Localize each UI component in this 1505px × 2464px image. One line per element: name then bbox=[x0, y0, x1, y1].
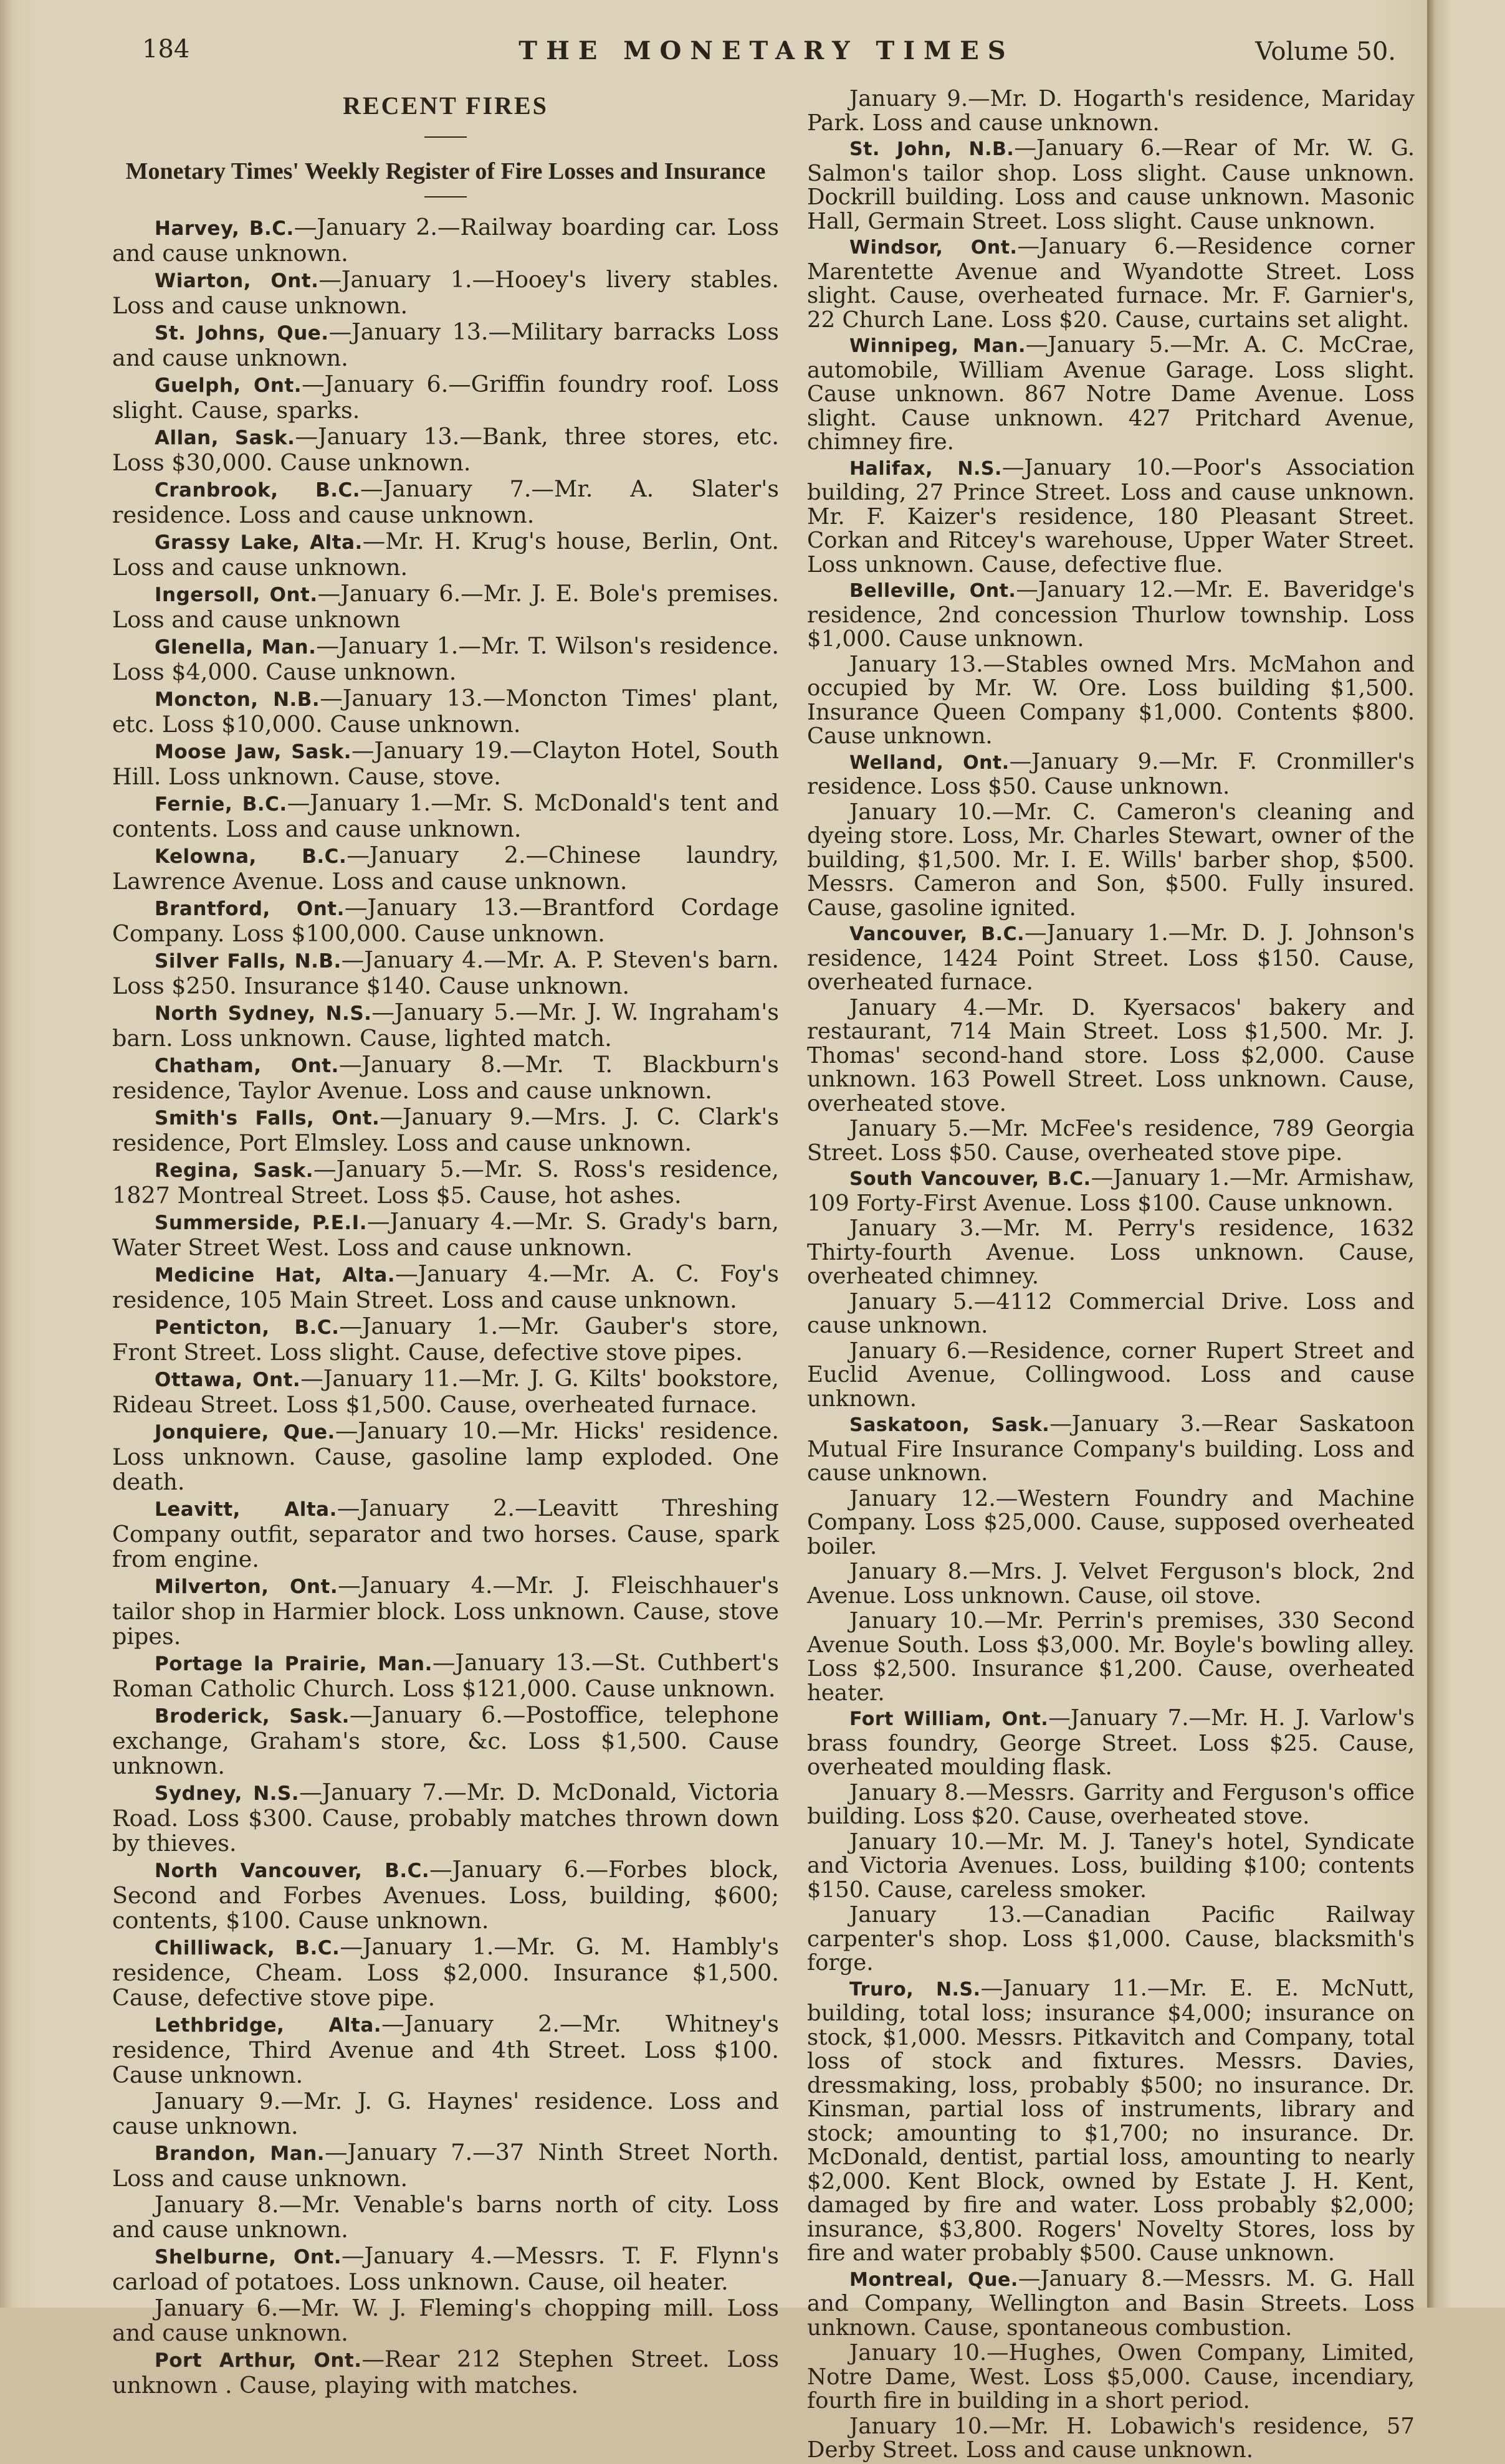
entry-text: —January 6.—Postoffice, telephone exchange, Graham's store, &c. Loss $1,500. Cause unknown. bbox=[112, 1701, 779, 1779]
fire-entry bbox=[807, 996, 1415, 1116]
fire-entry bbox=[112, 791, 779, 842]
entry-place: Fort William, Ont. bbox=[849, 1708, 1049, 1730]
entry-text: January 10.—Mr. C. Cameron's cleaning and dyeing store. Loss, Mr. Charles Stewart, owner of the building, $1,500. Mr. I. E. Wills' barber shop, $500. Messrs. Cameron and Son, $500. Fully insured. Cause, gasoline ignited. bbox=[807, 799, 1415, 921]
entry-text: —January 4.—Mr. A. P. Steven's barn. Loss $250. Insurance $140. Cause unknown. bbox=[112, 946, 779, 999]
entry-text: —January 2.—Mr. Whitney's residence, Third Avenue and 4th Street. Loss $100. Cause unknown. bbox=[112, 2010, 779, 2088]
fire-entry bbox=[112, 1573, 779, 1649]
entry-text: —January 4.—Mr. J. Fleischhauer's tailor shop in Harmier block. Loss unknown. Cause, stove pipes. bbox=[112, 1572, 779, 1650]
entry-text: —January 7.—Mr. D. McDonald, Victoria Road. Loss $300. Cause, probably matches thrown down by thieves. bbox=[112, 1779, 779, 1857]
entry-place: Milverton, Ont. bbox=[155, 1576, 338, 1598]
entry-place: Ottawa, Ont. bbox=[155, 1369, 301, 1391]
fire-entry bbox=[807, 921, 1415, 995]
entry-place: Silver Falls, N.B. bbox=[155, 950, 342, 973]
fire-entry bbox=[112, 1496, 779, 1572]
entry-place: Cranbrook, B.C. bbox=[155, 479, 360, 502]
fire-entry bbox=[807, 136, 1415, 234]
fire-entry bbox=[112, 2012, 779, 2088]
entry-place: Sydney, N.S. bbox=[155, 1782, 300, 1805]
entry-place: Belleville, Ont. bbox=[849, 580, 1016, 602]
entry-place: Summerside, P.E.I. bbox=[155, 1212, 367, 1234]
entry-place: Winnipeg, Man. bbox=[849, 335, 1026, 357]
entry-text: —January 6.—Griffin foundry roof. Loss slight. Cause, sparks. bbox=[112, 371, 779, 424]
fire-entry bbox=[807, 578, 1415, 652]
register-rule bbox=[424, 196, 467, 197]
fire-entry bbox=[112, 1934, 779, 2010]
entry-text: —January 2.—Chinese laundry, Lawrence Avenue. Loss and cause unknown. bbox=[112, 842, 779, 895]
entry-text: —January 5.—Mr. J. W. Ingraham's barn. Loss unknown. Cause, lighted match. bbox=[112, 999, 779, 1052]
title-rule bbox=[424, 136, 467, 138]
volume-label: Volume 50. bbox=[1255, 37, 1396, 66]
entry-text: —January 6.—Mr. J. E. Bole's premises. Loss and cause unknown bbox=[112, 580, 779, 633]
left-column bbox=[112, 87, 779, 2399]
fire-entry bbox=[112, 1157, 779, 1208]
fire-entry bbox=[112, 1703, 779, 1779]
fire-entry bbox=[807, 653, 1415, 749]
fire-entry bbox=[807, 801, 1415, 921]
running-header bbox=[137, 32, 1396, 70]
entry-place: Medicine Hat, Alta. bbox=[155, 1264, 396, 1287]
entry-place: South Vancouver, B.C. bbox=[849, 1168, 1091, 1190]
entry-text: —January 8.—Messrs. M. G. Hall and Company, Wellington and Basin Streets. Loss unknown. Cause, spontaneous combustion. bbox=[807, 2265, 1415, 2341]
entry-text: —January 10.—Mr. Hicks' residence. Loss unknown. Cause, gasoline lamp exploded. One death. bbox=[112, 1417, 780, 1495]
entry-place: Kelowna, B.C. bbox=[155, 845, 347, 868]
entry-place: Portage la Prairie, Man. bbox=[155, 1653, 432, 1675]
entry-text: —January 6.—Rear of Mr. W. G. Salmon's tailor shop. Loss slight. Cause unknown. Dockrill building. Loss and cause unknown. Masonic Hall, Germain Street. Loss slight. Cause unknown. bbox=[807, 135, 1415, 234]
entry-place: Grassy Lake, Alta. bbox=[155, 531, 363, 554]
entry-text: January 4.—Mr. D. Kyersacos' bakery and restaurant, 714 Main Street. Loss $1,500. Mr. J. Thomas' second-hand store. Loss $2,000. Cause unknown. 163 Powell Street. Loss unknown. Cause, overheated stove. bbox=[807, 994, 1415, 1116]
fire-entry bbox=[112, 267, 779, 318]
fire-entry bbox=[807, 1290, 1415, 1338]
entry-text: —January 1.—Mr. S. McDonald's tent and contents. Loss and cause unknown. bbox=[112, 789, 779, 842]
entry-text: January 12.—Western Foundry and Machine Company. Loss $25,000. Cause, supposed overheated boiler. bbox=[807, 1485, 1415, 1559]
fire-entry bbox=[807, 1830, 1415, 1903]
fire-entry bbox=[112, 948, 779, 999]
fire-entry bbox=[112, 1052, 779, 1103]
fire-entry bbox=[112, 843, 779, 894]
entry-place: Brandon, Man. bbox=[155, 2143, 325, 2165]
entry-text: —January 12.—Mr. E. Baveridge's residence, 2nd concession Thurlow township. Loss $1,000. Cause unknown. bbox=[807, 577, 1415, 652]
fire-entry bbox=[112, 2192, 779, 2242]
fire-entry bbox=[807, 1487, 1415, 1559]
fire-entry bbox=[807, 235, 1415, 332]
entry-text: January 5.—Mr. McFee's residence, 789 Georgia Street. Loss $50. Cause, overheated stove pipe. bbox=[807, 1116, 1415, 1166]
entry-text: —January 9.—Mr. F. Cronmiller's residence. Loss $50. Cause unknown. bbox=[807, 748, 1415, 799]
page-number: 184 bbox=[142, 35, 190, 64]
entry-text: January 9.—Mr. J. G. Haynes' residence. Loss and cause unknown. bbox=[112, 2088, 779, 2139]
entry-place: Port Arthur, Ont. bbox=[155, 2349, 362, 2372]
fire-entry bbox=[807, 1706, 1415, 1780]
entry-text: —January 9.—Mrs. J. C. Clark's residence, Port Elmsley. Loss and cause unknown. bbox=[112, 1103, 779, 1156]
fire-entry bbox=[112, 1262, 779, 1313]
entry-place: Montreal, Que. bbox=[849, 2268, 1018, 2291]
fire-entry bbox=[807, 1609, 1415, 1705]
fire-entry bbox=[112, 529, 779, 580]
entry-place: Windsor, Ont. bbox=[849, 237, 1018, 259]
publication-title: THE MONETARY TIMES bbox=[518, 36, 1015, 65]
entry-place: Penticton, B.C. bbox=[155, 1316, 340, 1339]
fire-entry bbox=[112, 1419, 779, 1495]
fire-entry bbox=[807, 750, 1415, 799]
fire-entry bbox=[112, 1105, 779, 1156]
entry-place: Halifax, N.S. bbox=[849, 457, 1002, 480]
entry-text: —January 5.—Mr. S. Ross's residence, 1827 Montreal Street. Loss $5. Cause, hot ashes. bbox=[112, 1156, 779, 1209]
entry-text: —January 1.—Mr. T. Wilson's residence. Loss $4,000. Cause unknown. bbox=[112, 632, 779, 685]
entry-place: Chilliwack, B.C. bbox=[155, 1937, 340, 1959]
fire-entry bbox=[112, 2140, 779, 2191]
right-column bbox=[807, 87, 1415, 2464]
entry-place: St. Johns, Que. bbox=[155, 322, 329, 345]
fire-entry bbox=[112, 581, 779, 632]
entry-text: —January 19.—Clayton Hotel, South Hill. Loss unknown. Cause, stove. bbox=[112, 737, 779, 790]
entry-place: Ingersoll, Ont. bbox=[155, 584, 318, 606]
fire-entry bbox=[112, 215, 779, 266]
entry-place: Wiarton, Ont. bbox=[155, 270, 319, 292]
fire-entry bbox=[112, 738, 779, 789]
fire-entry bbox=[807, 1560, 1415, 1608]
entry-text: —January 1.—Mr. Armishaw, 109 Forty-First Avenue. Loss $100. Cause unknown. bbox=[807, 1165, 1415, 1216]
fire-entry bbox=[807, 333, 1415, 455]
entry-text: —January 1.—Mr. D. J. Johnson's residence, 1424 Point Street. Loss $150. Cause, overheated furnace. bbox=[807, 920, 1415, 995]
fire-entry bbox=[112, 2296, 779, 2346]
fire-entry bbox=[112, 424, 779, 475]
entry-place: North Vancouver, B.C. bbox=[155, 1860, 430, 1882]
adjacent-page-edge bbox=[1427, 0, 1505, 2308]
entry-place: Welland, Ont. bbox=[849, 751, 1010, 774]
fire-entry bbox=[807, 1977, 1415, 2266]
entry-place: Jonquiere, Que. bbox=[155, 1421, 335, 1444]
section-title: RECENT FIRES bbox=[343, 92, 548, 120]
fire-entry bbox=[112, 686, 779, 737]
entry-text: January 6.—Residence, corner Rupert Street and Euclid Avenue, Collingwood. Loss and cause unknown. bbox=[807, 1338, 1415, 1412]
fire-entry bbox=[807, 1781, 1415, 1829]
entry-place: Glenella, Man. bbox=[155, 636, 317, 659]
entry-place: Broderick, Sask. bbox=[155, 1705, 350, 1728]
entry-text: —January 2.—Railway boarding car. Loss and cause unknown. bbox=[112, 214, 780, 267]
entry-text: —January 11.—Mr. J. G. Kilts' bookstore, Rideau Street. Loss $1,500. Cause, overheated furnace. bbox=[112, 1365, 779, 1418]
fire-entry bbox=[807, 456, 1415, 578]
fire-entry bbox=[112, 1780, 779, 1856]
fire-entry bbox=[112, 1209, 779, 1260]
entry-place: Leavitt, Alta. bbox=[155, 1498, 337, 1521]
entry-place: Moose Jaw, Sask. bbox=[155, 741, 351, 763]
entry-place: Guelph, Ont. bbox=[155, 374, 302, 397]
entry-place: Shelburne, Ont. bbox=[155, 2246, 342, 2268]
entry-text: —January 4.—Mr. A. C. Foy's residence, 105 Main Street. Loss and cause unknown. bbox=[112, 1260, 780, 1313]
fire-entry bbox=[112, 477, 779, 528]
entry-text: —January 6.—Forbes block, Second and Forbes Avenues. Loss, building, $600; contents, $100. Cause unknown. bbox=[112, 1856, 779, 1934]
fire-entry bbox=[112, 1000, 779, 1051]
entry-place: Truro, N.S. bbox=[849, 1978, 981, 2000]
entry-place: Chatham, Ont. bbox=[155, 1055, 339, 1077]
entry-place: Brantford, Ont. bbox=[155, 898, 345, 920]
entry-text: January 13.—Canadian Pacific Railway carpenter's shop. Loss $1,000. Cause, blacksmith's forge. bbox=[807, 1902, 1415, 1976]
entry-text: —January 13.—Bank, three stores, etc. Loss $30,000. Cause unknown. bbox=[112, 423, 779, 476]
entry-text: —January 6.—Residence corner Marentette Avenue and Wyandotte Street. Loss slight. Cause, overheated furnace. Mr. F. Garnier's, 22 Church Lane. Loss $20. Cause, curtains set alight. bbox=[807, 234, 1415, 333]
entry-text: —January 2.—Leavitt Threshing Company outfit, separator and two horses. Cause, spark from engine. bbox=[112, 1495, 780, 1572]
entry-text: January 10.—Mr. H. Lobawich's residence, 57 Derby Street. Loss and cause unknown. bbox=[807, 2413, 1415, 2463]
entry-text: January 3.—Mr. M. Perry's residence, 1632 Thirty-fourth Avenue. Loss unknown. Cause, overheated chimney. bbox=[807, 1215, 1415, 1289]
entry-text: —January 8.—Mr. T. Blackburn's residence, Taylor Avenue. Loss and cause unknown. bbox=[112, 1051, 780, 1104]
fire-entry bbox=[807, 2267, 1415, 2341]
entry-text: —January 7.—Mr. A. Slater's residence. Loss and cause unknown. bbox=[112, 475, 779, 528]
fire-entry bbox=[807, 87, 1415, 135]
fire-entry bbox=[807, 1217, 1415, 1289]
fire-entry bbox=[807, 1339, 1415, 1412]
entry-text: —January 7.—Mr. H. J. Varlow's brass foundry, George Street. Loss $25. Cause, overheated moulding flask. bbox=[807, 1705, 1415, 1780]
entry-text: —January 7.—37 Ninth Street North. Loss and cause unknown. bbox=[112, 2139, 779, 2192]
fire-entry bbox=[807, 2415, 1415, 2463]
entry-text: January 8.—Mrs. J. Velvet Ferguson's block, 2nd Avenue. Loss unknown. Cause, oil stove. bbox=[807, 1559, 1415, 1609]
entry-place: Smith's Falls, Ont. bbox=[155, 1107, 380, 1130]
entry-place: Vancouver, B.C. bbox=[849, 923, 1025, 945]
fire-entry bbox=[112, 1314, 779, 1365]
fire-entry bbox=[807, 1903, 1415, 1976]
entry-place: Lethbridge, Alta. bbox=[155, 2014, 382, 2037]
entry-text: January 5.—4112 Commercial Drive. Loss and cause unknown. bbox=[807, 1288, 1415, 1338]
entry-place: St. John, N.B. bbox=[849, 138, 1015, 160]
entry-text: January 13.—Stables owned Mrs. McMahon and occupied by Mr. W. Ore. Loss building $1,500. Insurance Queen Company $1,000. Contents $800. Cause unknown. bbox=[807, 651, 1415, 749]
entry-text: January 10.—Hughes, Owen Company, Limited, Notre Dame, West. Loss $5,000. Cause, incendiary, fourth fire in building in a short period. bbox=[807, 2340, 1415, 2414]
fire-entry bbox=[807, 1117, 1415, 1165]
entry-place: Harvey, B.C. bbox=[155, 217, 294, 240]
entry-text: —January 10.—Poor's Association building, 27 Prince Street. Loss and cause unknown. Mr. F. Kaizer's residence, 180 Pleasant Street. Corkan and Ritcey's warehouse, Upper Water Street. Loss unknown. Cause, defective flue. bbox=[807, 454, 1415, 578]
entry-text: —January 3.—Rear Saskatoon Mutual Fire Insurance Company's building. Loss and cause unknown. bbox=[807, 1411, 1415, 1486]
entry-text: —January 13.—Brantford Cordage Company. Loss $100,000. Cause unknown. bbox=[112, 894, 779, 947]
fire-entry bbox=[112, 320, 779, 371]
fire-entry bbox=[112, 2243, 779, 2295]
fire-entry bbox=[807, 2341, 1415, 2414]
entry-place: Allan, Sask. bbox=[155, 427, 295, 449]
fire-entry bbox=[807, 1166, 1415, 1215]
entry-place: Saskatoon, Sask. bbox=[849, 1414, 1050, 1436]
entry-text: —Rear 212 Stephen Street. Loss unknown . Cause, playing with matches. bbox=[112, 2346, 779, 2399]
register-title: Monetary Times' Weekly Register of Fire Losses and Insurance bbox=[125, 158, 766, 184]
entry-text: —January 1.—Mr. Gauber's store, Front Street. Loss slight. Cause, defective stove pipes. bbox=[112, 1313, 779, 1366]
fire-entry bbox=[112, 1857, 779, 1933]
fire-entry bbox=[112, 1366, 779, 1417]
fire-entry bbox=[112, 634, 779, 685]
entry-text: —January 1.—Hooey's livery stables. Loss and cause unknown. bbox=[112, 266, 779, 319]
entry-text: —January 13.—St. Cuthbert's Roman Catholic Church. Loss $121,000. Cause unknown. bbox=[112, 1649, 779, 1702]
entry-place: Fernie, B.C. bbox=[155, 793, 287, 816]
entry-text: January 10.—Mr. Perrin's premises, 330 Second Avenue South. Loss $3,000. Mr. Boyle's bowling alley. Loss $2,500. Insurance $1,200. Cause, overheated heater. bbox=[807, 1608, 1415, 1706]
entry-text: —Mr. H. Krug's house, Berlin, Ont. Loss and cause unknown. bbox=[112, 528, 779, 581]
entry-text: January 8.—Messrs. Garrity and Ferguson's office building. Loss $20. Cause, overheated stove. bbox=[807, 1779, 1415, 1829]
entry-text: —January 5.—Mr. A. C. McCrae, automobile, William Avenue Garage. Loss slight. Cause unknown. 867 Notre Dame Avenue. Loss slight. Cause unknown. 427 Pritchard Avenue, chimney fire. bbox=[807, 332, 1415, 455]
entry-place: Moncton, N.B. bbox=[155, 688, 320, 711]
entry-text: January 8.—Mr. Venable's barns north of city. Loss and cause unknown. bbox=[112, 2191, 779, 2243]
right-entry-list bbox=[807, 87, 1415, 2463]
entry-text: January 6.—Mr. W. J. Fleming's chopping mill. Loss and cause unknown. bbox=[112, 2295, 779, 2346]
entry-place: Regina, Sask. bbox=[155, 1159, 313, 1182]
fire-entry bbox=[112, 1650, 779, 1701]
entry-text: —January 13.—Military barracks Loss and cause unknown. bbox=[112, 318, 779, 371]
fire-entry bbox=[112, 895, 779, 946]
entry-text: —January 11.—Mr. E. E. McNutt, building, total loss; insurance $4,000; insurance on stock, $1,000. Messrs. Pitkavitch and Company, total loss of stock and fixtures. Messrs. Davies, dressmaking, loss, probably $500; no insurance. Dr. Kinsman, partial loss of instruments, library and stock; amounting to $1,700; no insurance. Dr. McDonald, dentist, partial loss, amounting to nearly $2,000. Kent Block, owned by Estate J. H. Kent, damaged by fire and water. Loss probably $2,000; insurance, $3,800. Rogers' Novelty Stores, loss by fire and water probably $500. Cause unknown. bbox=[807, 1975, 1415, 2266]
fire-entry bbox=[807, 1412, 1415, 1486]
entry-place: North Sydney, N.S. bbox=[155, 1002, 372, 1025]
fire-entry bbox=[112, 2089, 779, 2139]
entry-text: January 10.—Mr. M. J. Taney's hotel, Syndicate and Victoria Avenues. Loss, building $100; contents $150. Cause, careless smoker. bbox=[807, 1829, 1415, 1903]
fire-entry bbox=[112, 2347, 779, 2398]
left-entry-list bbox=[112, 215, 779, 2398]
entry-text: —January 13.—Moncton Times' plant, etc. Loss $10,000. Cause unknown. bbox=[112, 685, 779, 738]
fire-entry bbox=[112, 372, 779, 423]
entry-text: January 9.—Mr. D. Hogarth's residence, Mariday Park. Loss and cause unknown. bbox=[807, 86, 1415, 136]
entry-text: —January 4.—Mr. S. Grady's barn, Water Street West. Loss and cause unknown. bbox=[112, 1208, 779, 1261]
entry-text: —January 4.—Messrs. T. F. Flynn's carload of potatoes. Loss unknown. Cause, oil heater. bbox=[112, 2242, 779, 2295]
entry-text: —January 1.—Mr. G. M. Hambly's residence, Cheam. Loss $2,000. Insurance $1,500. Cause, defective stove pipe. bbox=[112, 1933, 779, 2011]
